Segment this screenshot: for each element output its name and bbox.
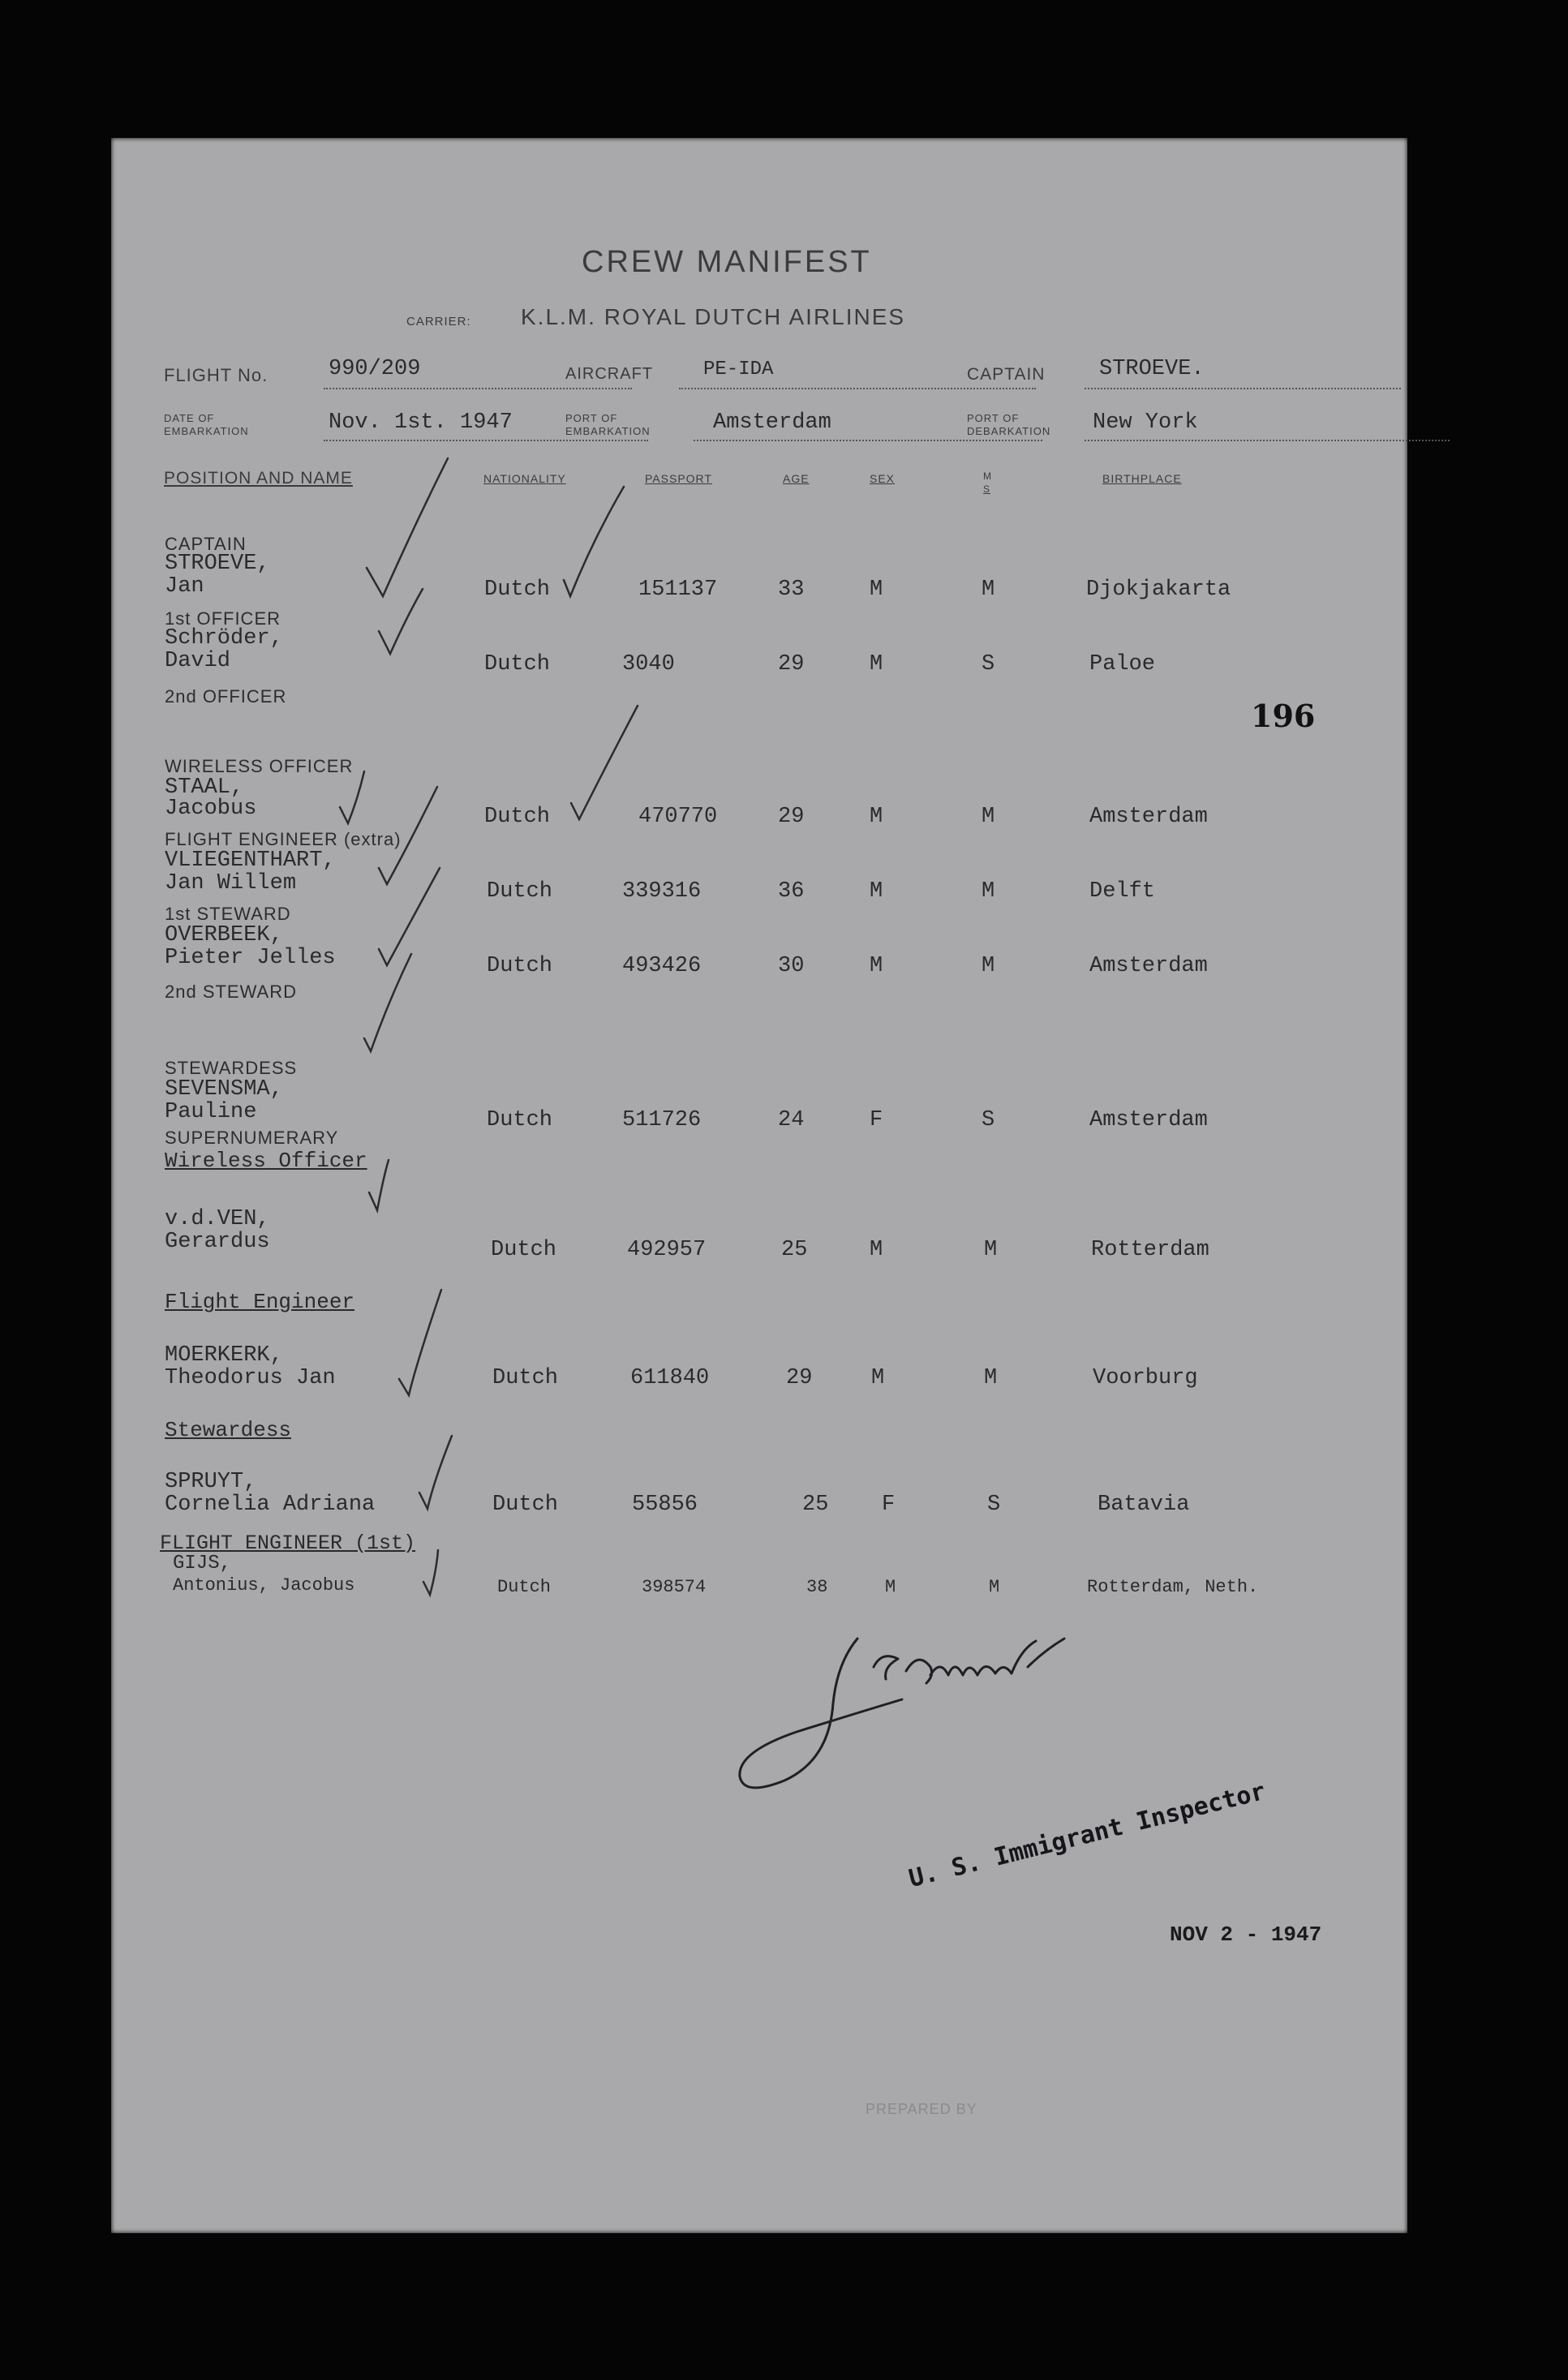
- crew-11-surname: SPRUYT,: [165, 1470, 257, 1494]
- crew-3-surname: STAAL,: [165, 775, 244, 800]
- crew-10-nationality: Dutch: [492, 1366, 559, 1390]
- prepared-by-label: PREPARED BY: [866, 2101, 977, 2117]
- crew-1-ms: S: [982, 652, 995, 677]
- col-passport: PASSPORT: [645, 472, 712, 485]
- crew-4-sex: M: [870, 879, 883, 904]
- crew-12-surname: GIJS,: [173, 1553, 232, 1574]
- aircraft-label: AIRCRAFT: [565, 365, 653, 383]
- crew-9-birthplace: Rotterdam: [1091, 1238, 1209, 1262]
- crew-6-role: 2nd STEWARD: [165, 982, 298, 1002]
- crew-10-passport: 611840: [630, 1366, 710, 1390]
- check-mark-icon: [564, 487, 624, 596]
- crew-4-surname: VLIEGENTHART,: [165, 848, 336, 873]
- manifest-page: [111, 138, 1407, 2233]
- manifest-title: CREW MANIFEST: [582, 245, 872, 279]
- crew-7-birthplace: Amsterdam: [1089, 1108, 1208, 1132]
- col-nationality: NATIONALITY: [483, 472, 566, 485]
- crew-7-ms: S: [982, 1108, 995, 1132]
- crew-0-age: 33: [778, 578, 805, 602]
- check-mark-icon: [364, 954, 411, 1051]
- crew-12-role: FLIGHT ENGINEER (1st): [160, 1532, 416, 1555]
- crew-2-role: 2nd OFFICER: [165, 686, 287, 707]
- crew-0-ms: M: [982, 578, 995, 602]
- crew-5-age: 30: [778, 954, 805, 978]
- check-mark-icon: [423, 1550, 438, 1595]
- crew-1-given: David: [165, 649, 231, 673]
- crew-9-nationality: Dutch: [491, 1238, 557, 1262]
- port-embarkation: Amsterdam: [713, 410, 831, 435]
- carrier-label: CARRIER:: [406, 315, 471, 329]
- crew-1-sex: M: [870, 652, 883, 677]
- inspector-stamp: U. S. Immigrant Inspector: [906, 1776, 1269, 1893]
- check-mark-icon: [340, 771, 364, 823]
- crew-4-birthplace: Delft: [1089, 879, 1156, 904]
- crew-3-given: Jacobus: [165, 797, 257, 821]
- check-mark-icon: [379, 589, 423, 654]
- crew-10-surname: MOERKERK,: [165, 1343, 283, 1368]
- port-embarkation-label-2: EMBARKATION: [565, 425, 651, 437]
- crew-0-birthplace: Djokjakarta: [1086, 578, 1231, 602]
- crew-0-nationality: Dutch: [484, 578, 551, 602]
- crew-11-role: Stewardess: [165, 1418, 292, 1442]
- crew-12-given: Antonius, Jacobus: [173, 1575, 355, 1596]
- aircraft-registration: PE-IDA: [703, 359, 774, 380]
- crew-11-sex: F: [882, 1493, 896, 1517]
- crew-4-passport: 339316: [622, 879, 702, 904]
- crew-11-nationality: Dutch: [492, 1493, 559, 1517]
- col-sex: SEX: [870, 472, 896, 485]
- embarkation-date: Nov. 1st. 1947: [329, 410, 513, 435]
- carrier-name: K.L.M. ROYAL DUTCH AIRLINES: [521, 304, 906, 329]
- crew-5-sex: M: [870, 954, 883, 978]
- crew-0-given: Jan: [165, 574, 204, 599]
- port-debarkation-label-2: DEBARKATION: [967, 425, 1051, 437]
- crew-9-ms: M: [984, 1238, 998, 1262]
- check-mark-icon: [367, 458, 448, 596]
- crew-10-given: Theodorus Jan: [165, 1366, 336, 1390]
- crew-12-birthplace: Rotterdam, Neth.: [1087, 1577, 1259, 1597]
- check-mark-icon: [379, 868, 440, 965]
- crew-5-given: Pieter Jelles: [165, 946, 336, 970]
- crew-7-role: STEWARDESS: [165, 1058, 298, 1078]
- crew-11-passport: 55856: [632, 1493, 698, 1517]
- crew-9-surname: v.d.VEN,: [165, 1207, 270, 1231]
- crew-12-age: 38: [806, 1577, 828, 1597]
- col-birthplace: BIRTHPLACE: [1102, 472, 1182, 485]
- crew-1-nationality: Dutch: [484, 652, 551, 677]
- crew-9-role: Wireless Officer: [165, 1149, 367, 1173]
- date-label-1: DATE OF: [164, 412, 215, 424]
- crew-7-sex: F: [870, 1108, 883, 1132]
- crew-12-passport: 398574: [642, 1577, 707, 1597]
- captain-label: CAPTAIN: [967, 365, 1046, 384]
- crew-1-surname: Schröder,: [165, 626, 283, 651]
- crew-3-sex: M: [870, 805, 883, 829]
- crew-0-passport: 151137: [638, 578, 718, 602]
- crew-11-birthplace: Batavia: [1098, 1493, 1190, 1517]
- crew-7-passport: 511726: [622, 1108, 702, 1132]
- crew-7-age: 24: [778, 1108, 805, 1132]
- crew-12-sex: M: [885, 1577, 896, 1597]
- signature: [736, 1622, 1190, 1793]
- crew-9-given: Gerardus: [165, 1230, 270, 1254]
- port-embarkation-label-1: PORT OF: [565, 412, 618, 424]
- crew-9-age: 25: [781, 1238, 808, 1262]
- crew-0-sex: M: [870, 578, 883, 602]
- flight-label: FLIGHT No.: [164, 365, 268, 385]
- crew-3-birthplace: Amsterdam: [1089, 805, 1208, 829]
- page-number: 196: [1251, 698, 1316, 734]
- check-mark-icon: [571, 706, 638, 819]
- crew-7-surname: SEVENSMA,: [165, 1077, 283, 1102]
- crew-1-birthplace: Paloe: [1089, 652, 1156, 677]
- col-ms-bottom: S: [983, 483, 991, 495]
- col-age: AGE: [783, 472, 810, 485]
- crew-7-given: Pauline: [165, 1100, 257, 1124]
- crew-5-nationality: Dutch: [487, 954, 553, 978]
- crew-4-given: Jan Willem: [165, 871, 297, 896]
- col-ms-top: M: [983, 470, 992, 482]
- crew-5-passport: 493426: [622, 954, 702, 978]
- check-mark-icon: [419, 1436, 452, 1509]
- crew-5-ms: M: [982, 954, 995, 978]
- crew-5-surname: OVERBEEK,: [165, 923, 283, 947]
- crew-1-age: 29: [778, 652, 805, 677]
- date-label-2: EMBARKATION: [164, 425, 249, 437]
- crew-5-role: 1st STEWARD: [165, 904, 291, 924]
- check-mark-icon: [399, 1290, 441, 1395]
- crew-3-ms: M: [982, 805, 995, 829]
- port-debarkation: New York: [1093, 410, 1198, 435]
- crew-12-nationality: Dutch: [497, 1577, 552, 1597]
- crew-0-role: CAPTAIN: [165, 534, 247, 554]
- crew-5-birthplace: Amsterdam: [1089, 954, 1208, 978]
- crew-11-ms: S: [987, 1493, 1001, 1517]
- crew-12-ms: M: [989, 1577, 1000, 1597]
- crew-11-age: 25: [802, 1493, 829, 1517]
- crew-10-ms: M: [984, 1366, 998, 1390]
- port-debarkation-label-1: PORT OF: [967, 412, 1020, 424]
- crew-10-role: Flight Engineer: [165, 1290, 355, 1314]
- crew-10-birthplace: Voorburg: [1093, 1366, 1198, 1390]
- crew-4-nationality: Dutch: [487, 879, 553, 904]
- crew-0-surname: STROEVE,: [165, 552, 270, 576]
- crew-1-passport: 3040: [622, 652, 675, 677]
- check-marks: [111, 138, 1407, 2233]
- crew-1-role: 1st OFFICER: [165, 608, 281, 629]
- crew-11-given: Cornelia Adriana: [165, 1493, 376, 1517]
- flight-number: 990/209: [329, 357, 421, 381]
- crew-7-nationality: Dutch: [487, 1108, 553, 1132]
- crew-4-role: FLIGHT ENGINEER (extra): [165, 829, 402, 849]
- crew-10-age: 29: [786, 1366, 813, 1390]
- crew-3-role: WIRELESS OFFICER: [165, 756, 354, 776]
- col-position: POSITION AND NAME: [164, 469, 353, 488]
- check-mark-icon: [369, 1160, 389, 1210]
- crew-9-sex: M: [870, 1238, 883, 1262]
- crew-8-role: SUPERNUMERARY: [165, 1128, 339, 1148]
- crew-3-age: 29: [778, 805, 805, 829]
- captain-name: STROEVE.: [1099, 357, 1205, 381]
- stamp-date: NOV 2 - 1947: [1170, 1922, 1322, 1947]
- crew-10-sex: M: [871, 1366, 885, 1390]
- crew-4-age: 36: [778, 879, 805, 904]
- crew-4-ms: M: [982, 879, 995, 904]
- crew-3-nationality: Dutch: [484, 805, 551, 829]
- crew-9-passport: 492957: [627, 1238, 707, 1262]
- crew-3-passport: 470770: [638, 805, 718, 829]
